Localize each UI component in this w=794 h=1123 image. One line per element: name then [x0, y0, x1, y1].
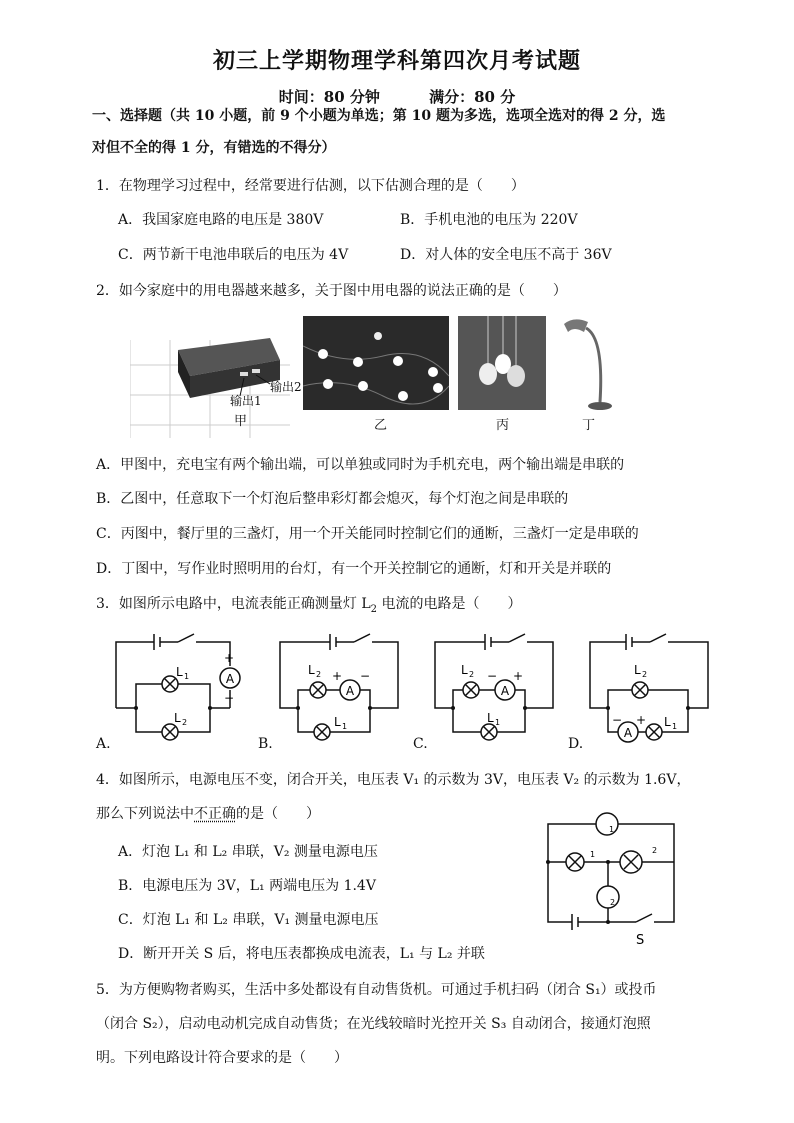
q2-stem: 2．如今家庭中的用电器越来越多，关于图中用电器的说法正确的是（ ）: [96, 283, 567, 299]
ammeter-minus: −: [224, 691, 235, 705]
exam-score: 满分：80 分: [429, 88, 516, 106]
lamp-icon: [646, 724, 662, 740]
lamp-icon: [620, 851, 642, 873]
q1-option-b: B．手机电池的电压为 220V: [400, 212, 578, 228]
ammeter-label: A: [225, 672, 235, 686]
q3-stem-sub: 2: [370, 603, 378, 615]
lamp-icon: [632, 682, 648, 698]
ammeter-minus: −: [487, 669, 498, 683]
lamp-icon: [162, 724, 178, 740]
lamp-label-l1: L: [176, 665, 183, 679]
lamp-label-l2-sub: 2: [642, 670, 648, 679]
label-output1: 输出1: [230, 394, 262, 408]
lamp-icon: [314, 724, 330, 740]
ammeter-label: A: [345, 684, 355, 698]
q3-stem-post: 电流的电路是（ ）: [377, 596, 522, 612]
pendant-lamps-photo: [458, 316, 546, 410]
q3-label-c: C.: [413, 736, 428, 752]
ammeter-label: A: [623, 726, 633, 740]
lamp-label-l2: L: [174, 711, 181, 725]
voltmeter-icon: [597, 886, 619, 908]
q4-line2-emph: 不正确: [194, 806, 236, 822]
ammeter-minus: −: [612, 713, 623, 727]
lamp-label-l1: L: [334, 715, 341, 729]
lamp-label-l1-sub: 1: [184, 672, 190, 681]
q1-option-a: A．我国家庭电路的电压是 380V: [118, 212, 324, 228]
fig-label-bing: 丙: [496, 418, 510, 433]
q2-option-d: D．丁图中，写作业时照明用的台灯，有一个开关控制它的通断，灯和开关是并联的: [96, 561, 612, 577]
q4-line2-pre: 那么下列说法中: [96, 806, 194, 822]
q4-line1: 4．如图所示，电源电压不变，闭合开关，电压表 V₁ 的示数为 3V，电压表 V₂ 的示数为 1.6V，: [96, 772, 691, 788]
q4-option-b: B．电源电压为 3V，L₁ 两端电压为 1.4V: [118, 878, 376, 894]
q4-switch-label: S: [636, 933, 645, 948]
q3-label-a: A.: [96, 736, 111, 752]
q4-option-a: A．灯泡 L₁ 和 L₂ 串联，V₂ 测量电源电压: [118, 844, 378, 860]
voltmeter-v2-sub: 2: [610, 898, 616, 907]
lamp-label-l1-sub: 1: [342, 722, 348, 731]
label-output2: 输出2: [270, 380, 302, 394]
q3-label-b: B.: [258, 736, 273, 752]
q2-option-c: C．丙图中，餐厅里的三盏灯，用一个开关能同时控制它们的通断，三盏灯一定是串联的: [96, 526, 639, 542]
q4-circuit: [540, 810, 690, 950]
circuit-a: [110, 628, 250, 748]
desk-lamp-figure: [560, 316, 620, 416]
ammeter-label: A: [500, 684, 510, 698]
q5-line2: （闭合 S₂），启动电动机完成自动售货；在光线较暗时光控开关 S₃ 自动闭合，接通灯泡照: [96, 1016, 651, 1032]
q2-option-b: B．乙图中，任意取下一个灯泡后整串彩灯都会熄灭，每个灯泡之间是串联的: [96, 491, 569, 507]
ammeter-plus: +: [513, 669, 524, 683]
lamp-label-l2: L: [308, 663, 315, 677]
exam-time: 时间：80 分钟: [278, 88, 380, 106]
lamp-label-l1-sub: 1: [672, 722, 678, 731]
section1-line1: 一、选择题（共 10 小题，前 9 个小题为单选；第 10 题为多选，选项全选对的得 2 分，选: [92, 108, 666, 124]
lamp-label-l1: L: [487, 711, 494, 725]
fig-label-ding: 丁: [582, 418, 596, 433]
fig-label-jia: 甲: [234, 414, 248, 429]
q4-option-d: D．断开开关 S 后，将电压表都换成电流表，L₁ 与 L₂ 并联: [118, 946, 485, 962]
voltmeter-v1-sub: 1: [609, 825, 615, 834]
q3-label-d: D.: [568, 736, 584, 752]
q5-line1: 5．为方便购物者购买，生活中多处都设有自动售货机。可通过手机扫码（闭合 S₁）或投币: [96, 982, 657, 998]
q4-lamp-l1-sub: 1: [590, 850, 596, 859]
exam-subtitle: [0, 86, 794, 107]
circuit-d: [580, 628, 720, 748]
ammeter-plus: +: [332, 669, 343, 683]
lamp-label-l1: L: [664, 715, 671, 729]
q4-lamp-l2-sub: 2: [652, 846, 658, 855]
exam-title: 初三上学期物理学科第四次月考试题: [212, 48, 581, 74]
lamp-label-l2: L: [634, 663, 641, 677]
lamp-label-l2-sub: 2: [316, 670, 322, 679]
q5-line3: 明。下列电路设计符合要求的是（ ）: [96, 1050, 348, 1066]
q1-option-d: D．对人体的安全电压不高于 36V: [400, 247, 612, 263]
section1-line2: 对但不全的得 1 分，有错选的不得分）: [92, 140, 336, 156]
ammeter-plus: +: [636, 713, 647, 727]
voltmeter-icon: [596, 813, 618, 835]
ammeter-plus: +: [224, 651, 235, 665]
lamp-label-l2-sub: 2: [182, 718, 188, 727]
circuit-b: [270, 628, 410, 748]
lamp-icon: [310, 682, 326, 698]
lamp-label-l2: L: [461, 663, 468, 677]
q4-line2-post: 的是（ ）: [236, 806, 320, 822]
lamp-label-l2-sub: 2: [469, 670, 475, 679]
q1-option-c: C．两节新干电池串联后的电压为 4V: [118, 247, 349, 263]
lamp-icon: [463, 682, 479, 698]
circuit-c: [425, 628, 565, 748]
q4-line2: [96, 804, 320, 824]
lamp-icon: [566, 853, 584, 871]
lamp-label-l1-sub: 1: [495, 718, 501, 727]
q2-option-a: A．甲图中，充电宝有两个输出端，可以单独或同时为手机充电，两个输出端是串联的: [96, 457, 625, 473]
q3-stem: [96, 594, 521, 620]
q3-stem-pre: 3．如图所示电路中，电流表能正确测量灯 L: [96, 596, 371, 612]
q1-stem: 1．在物理学习过程中，经常要进行估测，以下估测合理的是（ ）: [96, 178, 525, 194]
string-lights-photo: [303, 316, 449, 410]
fig-label-yi: 乙: [374, 418, 388, 433]
ammeter-minus: −: [360, 669, 371, 683]
q4-option-c: C．灯泡 L₁ 和 L₂ 串联，V₁ 测量电源电压: [118, 912, 379, 928]
